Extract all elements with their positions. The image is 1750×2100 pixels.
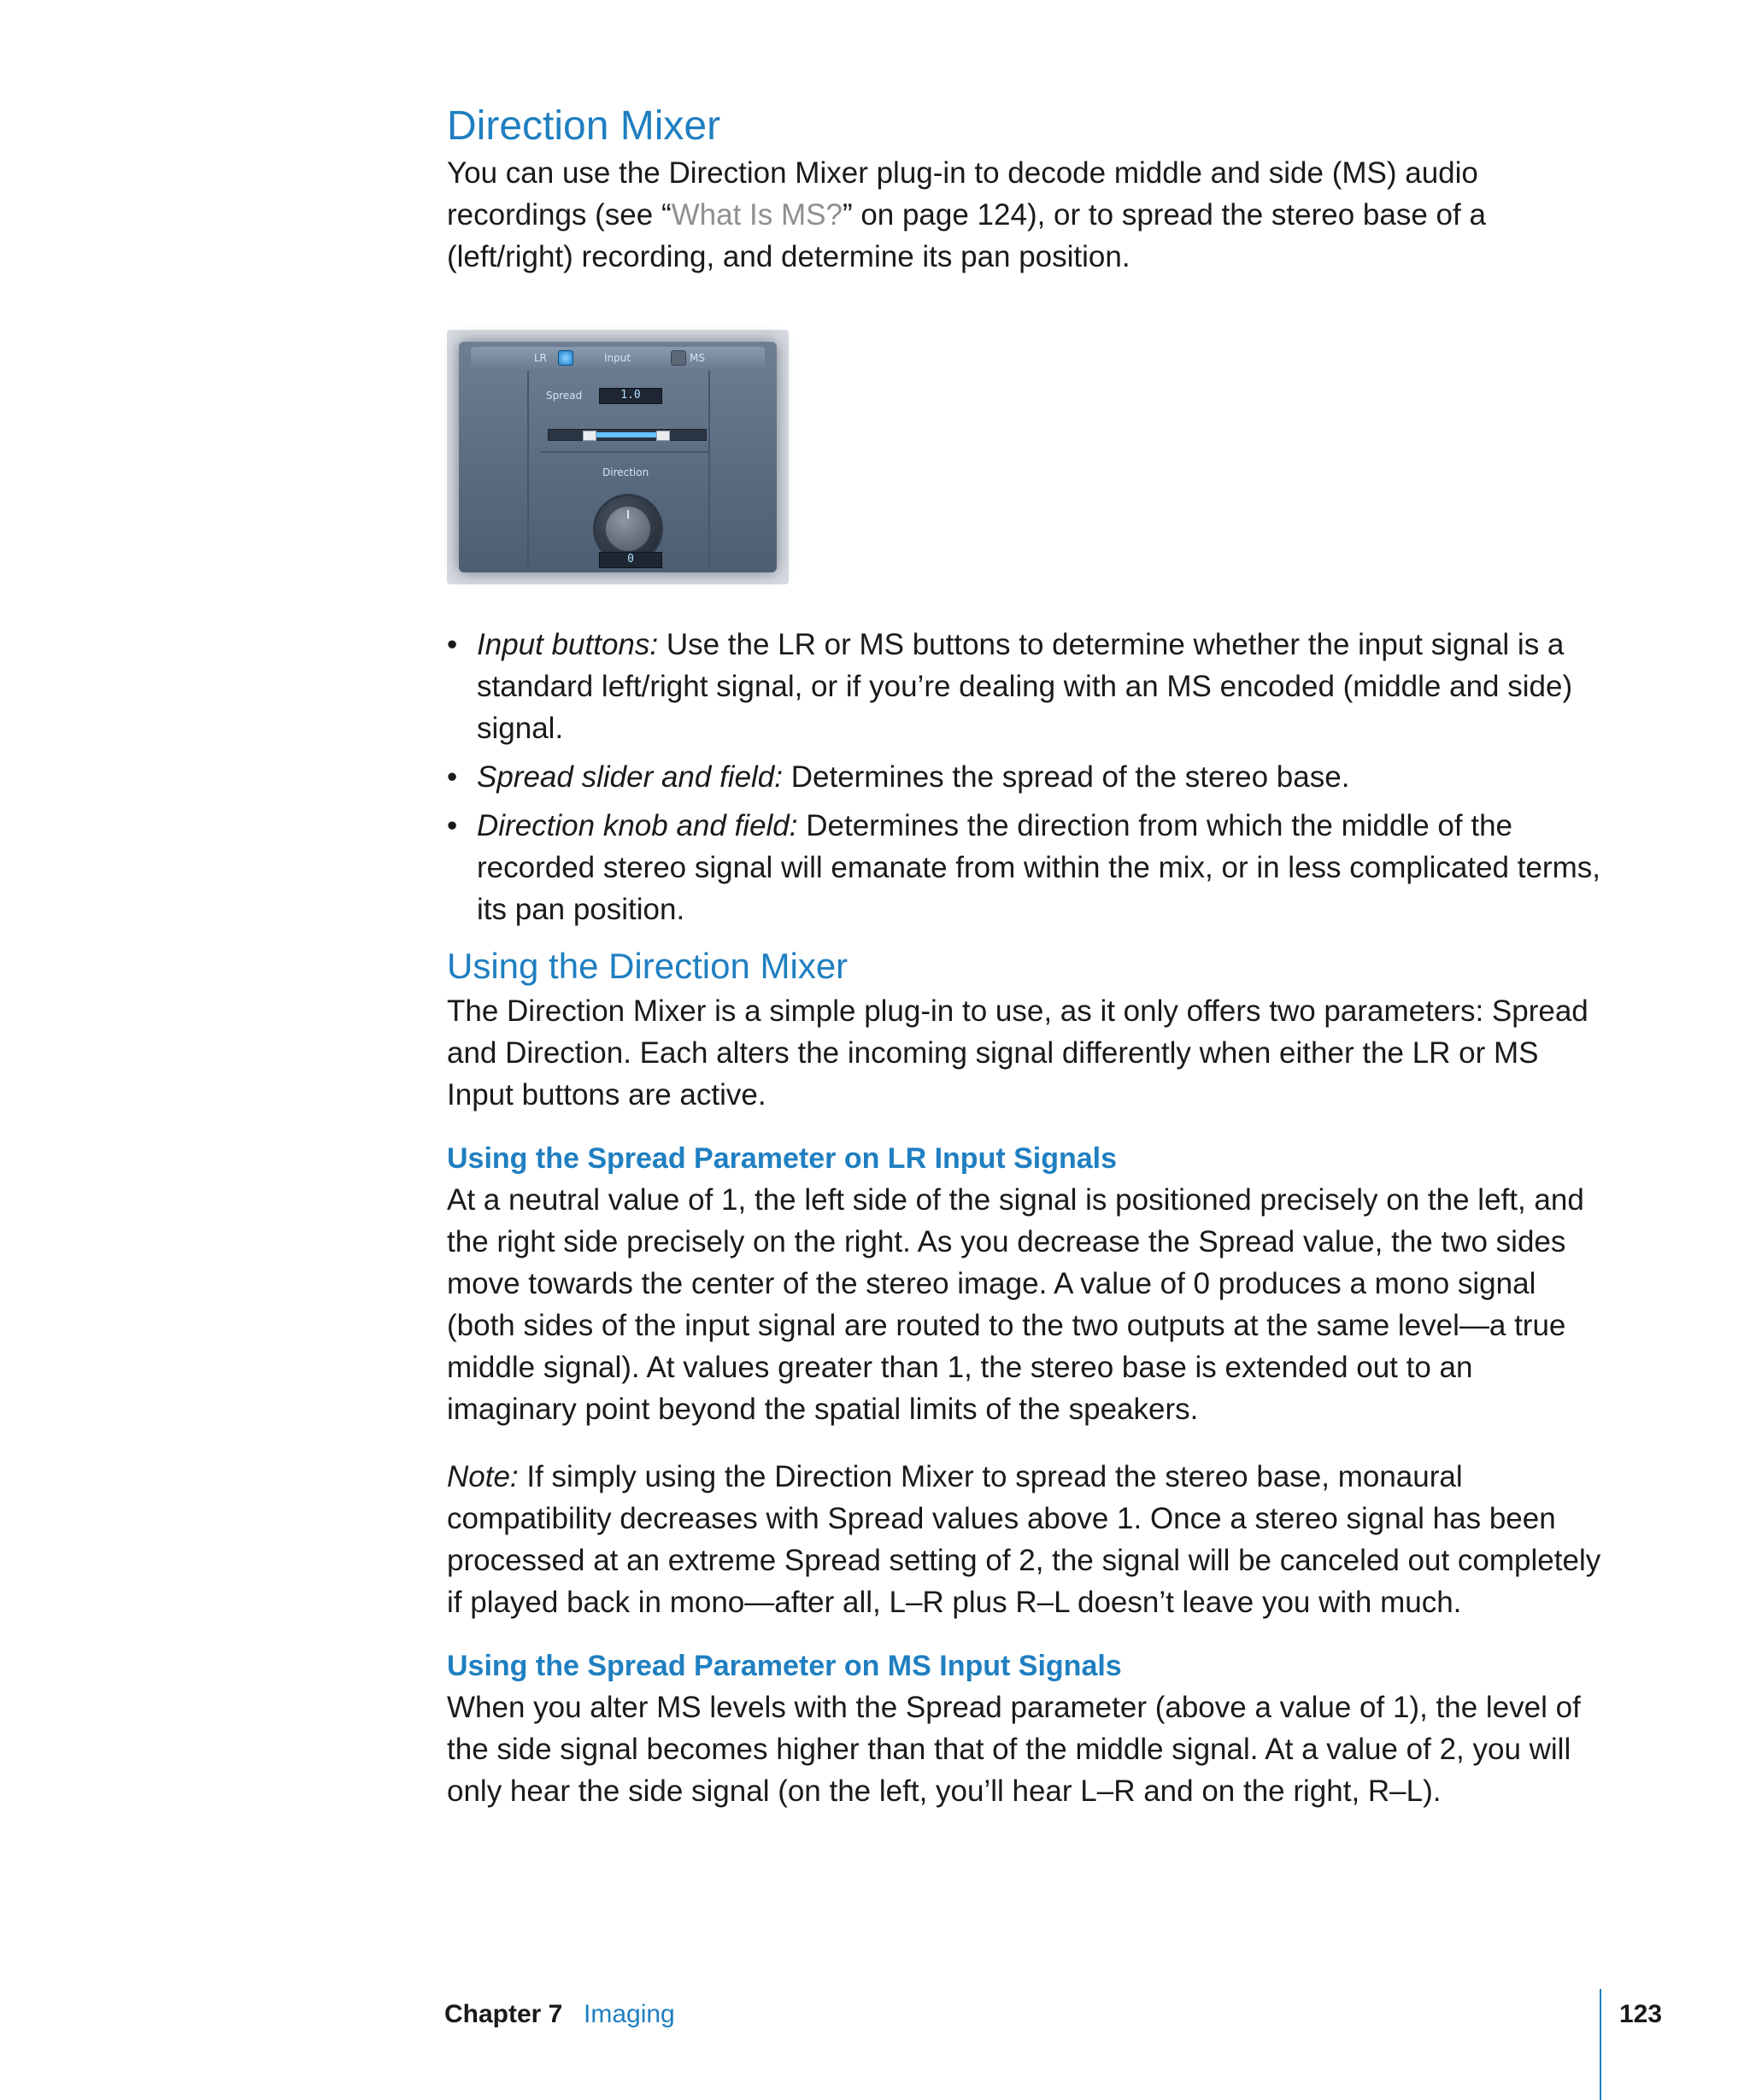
right-separator xyxy=(708,347,710,567)
list-item xyxy=(447,805,1609,930)
page-title: Direction Mixer xyxy=(447,103,721,149)
intro-text-after: ” on page 124), or to spread the stereo base of a (left/right) recording, and determine its pan position. xyxy=(447,198,1486,273)
section2-paragraph: The Direction Mixer is a simple plug-in to use, as it only offers two parameters: Spread and Direction. Each alters the incoming signal differently when either the LR or MS Input buttons are active. xyxy=(447,994,1589,1112)
list-item xyxy=(447,756,1609,798)
bullet-term: Spread slider and field: xyxy=(477,760,783,794)
parameter-list xyxy=(447,624,1609,930)
left-separator xyxy=(527,347,529,567)
main-content xyxy=(447,101,1609,278)
section3-paragraph: At a neutral value of 1, the left side of the signal is positioned precisely on the left, and the right side precisely on the right. As you decrease the Spread value, the two sides move towards the center of the stereo image. A value of 0 produces a mono signal (both sides of the input signal are routed to the two outputs at the same level—a true middle signal). At values greater than 1, the stereo base is extended out to an imaginary point beyond the spatial limits of the speakers. xyxy=(447,1183,1584,1426)
note-text: If simply using the Direction Mixer to spread the stereo base, monaural compatibility decreases with Spread values above 1. Once a stereo signal has been processed at an extreme Spread setting of 2, the signal will be canceled out completely if played back in mono—after all, L–R plus R–L doesn’t leave you with much. xyxy=(447,1460,1601,1619)
spread-field[interactable]: 1.0 xyxy=(599,388,662,404)
footer-section-link[interactable]: Imaging xyxy=(584,2000,675,2028)
intro-text-before: You can use the Direction Mixer plug-in to decode middle and side (MS) audio recordings (see “ xyxy=(447,156,1478,232)
spread-slider-right-handle[interactable] xyxy=(656,431,670,441)
bullet-text: Determines the direction from which the middle of the recorded stereo signal will emanate from within the mix, or in less complicated terms, its pan position. xyxy=(477,809,1600,926)
footer-rule xyxy=(1600,1989,1601,2100)
bullet-text: Use the LR or MS buttons to determine whether the input signal is a standard left/right signal, or if you’re dealing with an MS encoded (middle and side) signal. xyxy=(477,628,1573,745)
bullet-term: Direction knob and field: xyxy=(477,809,798,842)
direction-mixer-screenshot xyxy=(447,330,789,584)
body-content xyxy=(447,624,1609,1812)
spread-label: Spread xyxy=(546,390,583,402)
direction-field[interactable]: 0 xyxy=(599,552,662,568)
page-number: 123 xyxy=(1619,2000,1663,2028)
what-is-ms-link[interactable]: What Is MS? xyxy=(671,198,843,232)
ms-button[interactable] xyxy=(671,350,686,366)
spread-slider[interactable] xyxy=(548,429,707,441)
subheading-spread-lr: Using the Spread Parameter on LR Input Signals xyxy=(447,1142,1118,1175)
section-heading-using-direction-mixer: Using the Direction Mixer xyxy=(447,946,849,986)
lr-label: LR xyxy=(534,352,548,364)
direction-label: Direction xyxy=(602,466,649,478)
note-paragraph xyxy=(447,1456,1609,1623)
bullet-text: Determines the spread of the stereo base. xyxy=(783,760,1350,794)
input-label: Input xyxy=(604,352,631,364)
ms-label: MS xyxy=(690,352,705,364)
section4-paragraph: When you alter MS levels with the Spread parameter (above a value of 1), the level of the side signal becomes higher than that of the middle signal. At a value of 2, you will only hear the side signal (on the left, you’ll hear L–R and on the right, R–L). xyxy=(447,1691,1581,1808)
direction-knob-indicator xyxy=(627,510,629,519)
footer-chapter: Chapter 7 xyxy=(444,2000,563,2028)
intro-paragraph xyxy=(447,152,1609,278)
direction-mixer-plugin xyxy=(459,342,777,572)
subheading-spread-ms: Using the Spread Parameter on MS Input Signals xyxy=(447,1650,1122,1682)
direction-knob-cap xyxy=(606,507,650,551)
bullet-term: Input buttons: xyxy=(477,628,659,661)
note-label: Note: xyxy=(447,1460,519,1493)
spread-slider-fill xyxy=(590,432,663,437)
spread-slider-left-handle[interactable] xyxy=(583,431,596,441)
section-divider xyxy=(541,451,708,453)
lr-button[interactable] xyxy=(558,350,573,366)
list-item xyxy=(447,624,1609,749)
